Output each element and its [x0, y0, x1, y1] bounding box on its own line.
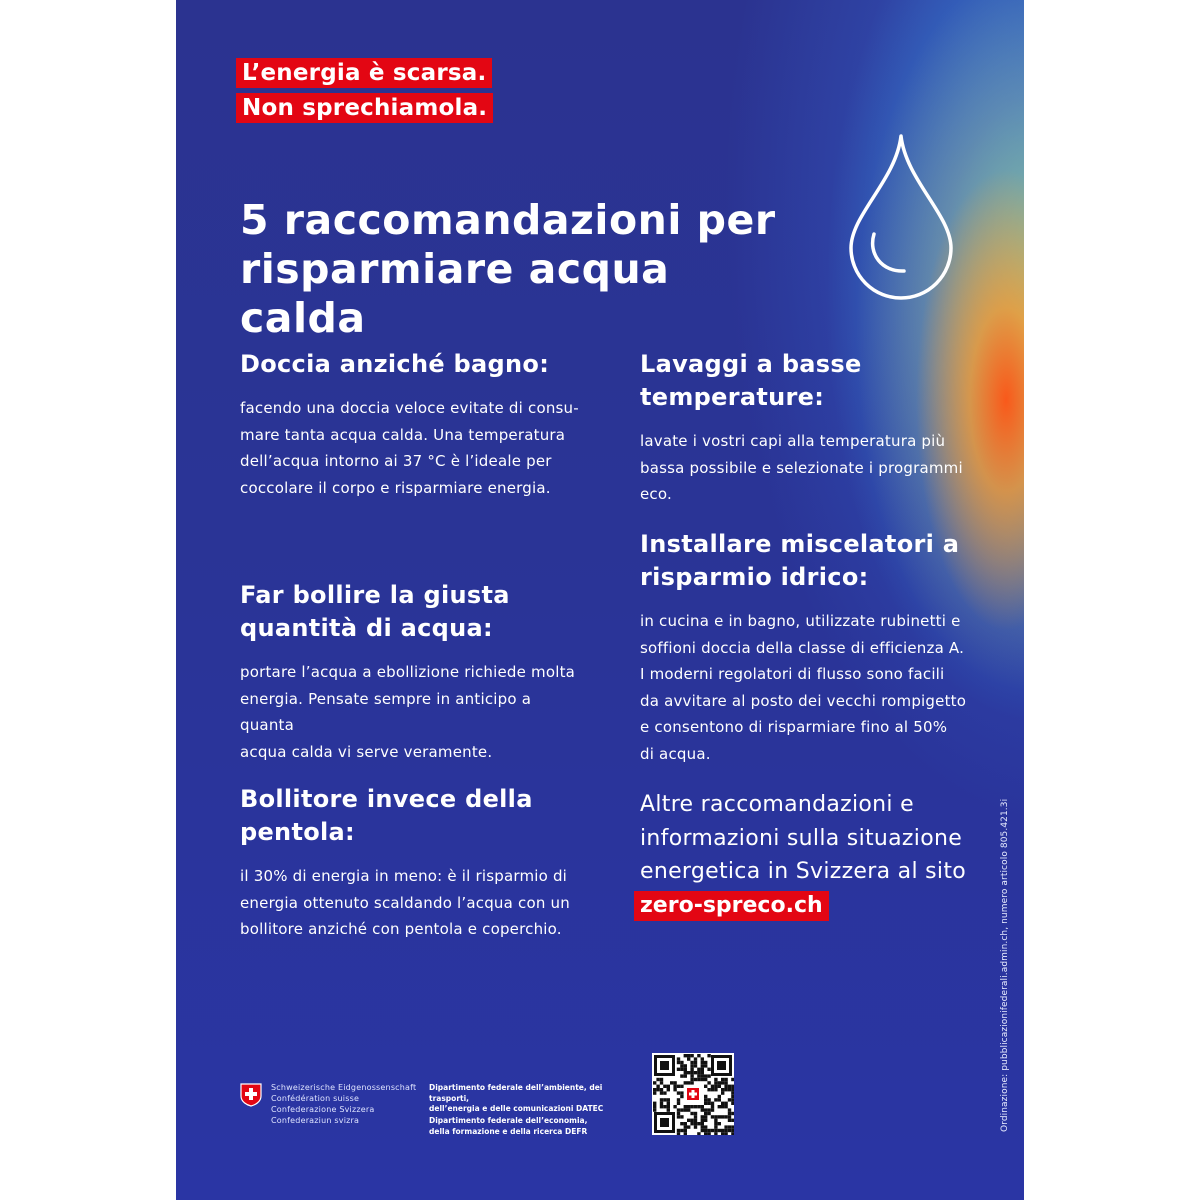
tip-kettle — [240, 783, 590, 943]
tip-text: in cucina e in bagno, utilizzate rubinetti e soffioni doccia della classe di efficienza A. I moderni regolatori di flusso sono facili da avvitare al posto dei vecchi rompigetto e consentono di risparmiare fino al 50% di acqua. — [640, 612, 967, 763]
qr-code-icon[interactable] — [652, 1053, 734, 1135]
tagline-1: L’energia è scarsa. — [236, 58, 492, 88]
page-title: 5 raccomandazioni per risparmiare acqua calda — [240, 196, 776, 342]
tip-heading: Installare miscelatori a risparmio idrico: — [640, 530, 960, 591]
tip-boil-right-amount — [240, 579, 590, 765]
confederation-fr: Confédération suisse — [271, 1094, 360, 1103]
confederation-de: Schweizerische Eidgenossenschaft — [271, 1083, 417, 1092]
tip-text: facendo una doccia veloce evitate di consu- mare tanta acqua calda. Una temperatura dell’acqua intorno ai 37 °C è l’ideale per coccolare il corpo e risparmiare energia. — [240, 399, 579, 497]
tip-low-temperature-wash — [640, 348, 990, 508]
cta-text: Altre raccomandazioni e informazioni sulla situazione energetica in Svizzera al sito — [640, 792, 967, 884]
confederation-it: Confederazione Svizzera — [271, 1105, 375, 1114]
tip-heading: Far bollire la giusta quantità di acqua: — [240, 581, 510, 642]
confederation-names — [271, 1082, 416, 1126]
swiss-cross-icon — [240, 1083, 262, 1107]
department-defr: Dipartimento federale dell’economia, della formazione e della ricerca DEFR — [429, 1116, 588, 1136]
tip-heading: Doccia anziché bagno: — [240, 350, 550, 378]
tip-text: il 30% di energia in meno: è il risparmio di energia ottenuto scaldando l’acqua con un bollitore anziché con pentola e coperchio. — [240, 867, 570, 938]
department-datec: Dipartimento federale dell’ambiente, dei trasporti, dell’energia e delle comunicazioni DATEC — [429, 1083, 604, 1113]
tip-heading: Lavaggi a basse temperature: — [640, 350, 862, 411]
confederation-rm: Confederaziun svizra — [271, 1116, 360, 1125]
tip-text: lavate i vostri capi alla temperatura più bassa possibile e selezionate i programmi eco. — [640, 432, 963, 503]
website-link[interactable]: zero-spreco.ch — [634, 891, 829, 921]
poster — [176, 0, 1024, 1200]
tip-heading: Bollitore invece della pentola: — [240, 785, 533, 846]
tagline-2: Non sprechiamola. — [236, 93, 493, 123]
tip-water-saving-mixers — [640, 528, 990, 767]
water-drop-icon — [846, 130, 956, 300]
order-note: Ordinazione: pubblicazionifederali.admin.ch, numero articolo 805.421.3i — [1000, 798, 1010, 1132]
tip-shower — [240, 348, 590, 501]
tip-text: portare l’acqua a ebollizione richiede molta energia. Pensate sempre in anticipo a quanta acqua calda vi serve veramente. — [240, 663, 576, 761]
